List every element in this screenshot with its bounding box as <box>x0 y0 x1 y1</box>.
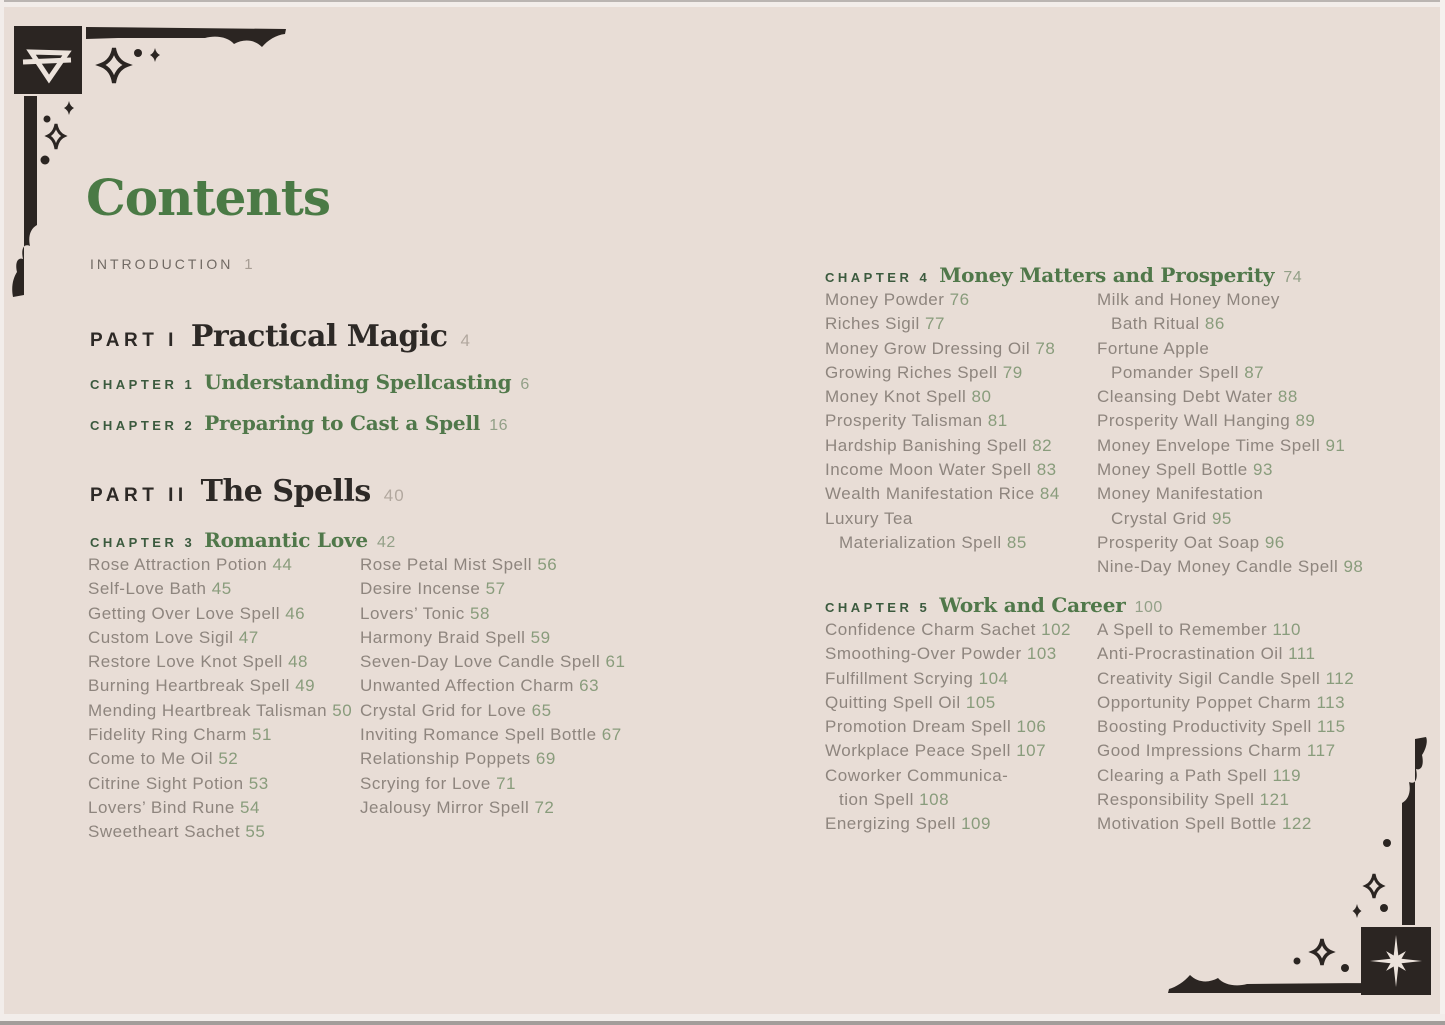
chapter-page-number: 42 <box>376 534 396 551</box>
toc-entry <box>88 626 360 650</box>
part-page-number: 40 <box>383 486 405 505</box>
toc-entry-title: Lovers’ Tonic <box>360 603 465 623</box>
toc-entry-title: Materialization Spell <box>839 532 1002 552</box>
toc-entry-page-number: 65 <box>531 700 552 720</box>
toc-entry <box>1097 482 1397 506</box>
toc-entry-page-number: 88 <box>1277 387 1298 407</box>
toc-entry-page-number: 46 <box>285 603 306 623</box>
toc-entry-title: Responsibility Spell <box>1097 790 1255 810</box>
toc-entry-title: Lovers’ Bind Rune <box>88 797 235 817</box>
toc-entry-title: Sweetheart Sachet <box>88 822 241 842</box>
toc-entry-page-number: 59 <box>530 627 551 647</box>
toc-entry-title: Energizing Spell <box>825 814 956 834</box>
toc-entry-page-number: 109 <box>961 814 991 834</box>
toc-entry-title: Come to Me Oil <box>88 749 214 769</box>
chapter-page-number: 6 <box>520 376 530 393</box>
toc-entry-title: Desire Incense <box>360 579 481 599</box>
toc-entry-title: Milk and Honey Money <box>1097 290 1280 309</box>
toc-entry <box>825 385 1097 409</box>
toc-entry <box>1097 312 1397 336</box>
toc-entry-title: Clearing a Path Spell <box>1097 765 1268 785</box>
toc-entry-title: Self-Love Bath <box>88 579 207 599</box>
toc-entry-title: A Spell to Remember <box>1097 620 1268 639</box>
toc-entry <box>825 409 1097 433</box>
toc-entry <box>825 361 1097 385</box>
toc-entry-title: Seven-Day Love Candle Spell <box>360 652 601 672</box>
toc-entry-title: Scrying for Love <box>360 773 491 793</box>
toc-entry <box>88 747 360 771</box>
toc-entry-title: Fulfillment Scrying <box>825 668 974 688</box>
chapter-page-number: 16 <box>489 417 509 434</box>
toc-entry-page-number: 98 <box>1343 557 1364 577</box>
part-title: Practical Magic <box>190 319 448 354</box>
toc-entry-title: Money Spell Bottle <box>1097 460 1248 480</box>
toc-entry <box>360 674 670 698</box>
chapter-2-heading <box>90 411 508 435</box>
toc-entry <box>360 747 670 771</box>
toc-entry-title: Prosperity Talisman <box>825 411 983 431</box>
toc-entry-page-number: 47 <box>238 627 259 647</box>
part-title: The Spells <box>200 474 371 509</box>
toc-entry <box>360 626 670 650</box>
toc-entry-title: Anti-Procrastination Oil <box>1097 644 1283 664</box>
toc-entry <box>88 820 360 844</box>
toc-entry <box>360 650 670 674</box>
toc-entry <box>1097 642 1417 666</box>
toc-entry-page-number: 76 <box>949 290 970 309</box>
part-page-number: 4 <box>460 331 471 350</box>
chapter-5-heading <box>825 593 1163 617</box>
part-label: PART I <box>90 330 178 351</box>
toc-entry-page-number: 44 <box>272 555 293 574</box>
toc-entry-title: Rose Attraction Potion <box>88 555 268 574</box>
toc-entry-page-number: 93 <box>1252 460 1273 480</box>
toc-entry <box>1097 458 1397 482</box>
toc-entry-page-number: 106 <box>1016 717 1047 737</box>
toc-entry-title: Luxury Tea <box>825 508 913 528</box>
toc-entry-title: Money Envelope Time Spell <box>1097 435 1321 455</box>
chapter-1-heading <box>90 370 530 394</box>
ornament-bar-horizontal <box>86 27 286 47</box>
toc-entry-title: Rose Petal Mist Spell <box>360 555 533 574</box>
toc-entry <box>1097 507 1397 531</box>
toc-entry-title: Cleansing Debt Water <box>1097 387 1273 407</box>
part-2-heading <box>90 474 405 509</box>
toc-entry-page-number: 61 <box>605 652 626 672</box>
toc-entry-page-number: 104 <box>978 668 1009 688</box>
ornament-bar-horizontal <box>1168 975 1361 993</box>
toc-entry <box>825 715 1097 739</box>
toc-entry-title: Bath Ritual <box>1111 314 1200 334</box>
toc-entry <box>825 667 1097 691</box>
toc-entry-page-number: 108 <box>919 790 950 810</box>
toc-entry-page-number: 85 <box>1006 532 1027 552</box>
part-label: PART II <box>90 485 188 506</box>
chapter-title: Money Matters and Prosperity <box>939 263 1275 287</box>
toc-entry-title: Money Grow Dressing Oil <box>825 338 1031 358</box>
toc-entry <box>825 507 1097 531</box>
toc-entry <box>825 531 1097 555</box>
chapter-label: CHAPTER 2 <box>90 418 196 433</box>
toc-entry <box>88 577 360 601</box>
toc-entry-title: Burning Heartbreak Spell <box>88 676 290 696</box>
toc-entry-page-number: 122 <box>1281 814 1312 834</box>
toc-entry <box>825 812 1097 836</box>
chapter-3-heading <box>90 528 396 552</box>
toc-entry <box>1097 409 1397 433</box>
chapter-3-column-2 <box>360 553 670 820</box>
chapter-title: Work and Career <box>939 593 1126 617</box>
toc-entry-page-number: 103 <box>1026 644 1057 664</box>
toc-entry <box>88 602 360 626</box>
toc-entry <box>1097 337 1397 361</box>
toc-entry <box>825 642 1097 666</box>
toc-entry-title: Unwanted Affection Charm <box>360 676 574 696</box>
chapter-title: Understanding Spellcasting <box>204 370 512 394</box>
toc-entry-page-number: 121 <box>1259 790 1290 810</box>
toc-entry <box>825 618 1097 642</box>
chapter-page-number: 74 <box>1283 269 1303 286</box>
toc-entry-page-number: 72 <box>534 797 555 817</box>
toc-entry-page-number: 63 <box>579 676 600 696</box>
toc-entry-title: Creativity Sigil Candle Spell <box>1097 668 1321 688</box>
toc-entry <box>825 691 1097 715</box>
toc-entry <box>825 312 1097 336</box>
chapter-title: Preparing to Cast a Spell <box>204 411 481 435</box>
chapter-label: CHAPTER 3 <box>90 535 196 550</box>
toc-entry-title: Hardship Banishing Spell <box>825 435 1027 455</box>
toc-entry-page-number: 81 <box>987 411 1008 431</box>
toc-entry-page-number: 119 <box>1272 765 1302 785</box>
toc-entry-title: Promotion Dream Spell <box>825 717 1012 737</box>
introduction-label: INTRODUCTION <box>90 256 234 272</box>
toc-entry-page-number: 83 <box>1036 460 1057 480</box>
toc-entry-page-number: 45 <box>211 579 232 599</box>
toc-entry-page-number: 77 <box>925 314 945 334</box>
toc-entry <box>1097 555 1397 579</box>
toc-entry <box>825 458 1097 482</box>
toc-entry-page-number: 82 <box>1032 435 1053 455</box>
toc-entry-title: Income Moon Water Spell <box>825 460 1032 480</box>
toc-entry-page-number: 115 <box>1317 717 1346 737</box>
toc-entry-title: Pomander Spell <box>1111 362 1239 382</box>
toc-entry-page-number: 84 <box>1039 484 1060 504</box>
toc-entry-title: Motivation Spell Bottle <box>1097 814 1277 834</box>
chapter-5-column-1 <box>825 618 1097 837</box>
toc-entry-page-number: 56 <box>537 555 558 574</box>
toc-entry-title: Coworker Communica- <box>825 765 1009 785</box>
toc-entry-page-number: 96 <box>1264 532 1285 552</box>
toc-entry-page-number: 58 <box>470 603 490 623</box>
toc-entry-page-number: 112 <box>1325 668 1355 688</box>
toc-entry-title: Fortune Apple <box>1097 338 1210 358</box>
toc-entry-page-number: 86 <box>1204 314 1225 334</box>
toc-entry <box>360 796 670 820</box>
toc-entry <box>360 699 670 723</box>
toc-entry-page-number: 50 <box>332 700 353 720</box>
toc-entry-page-number: 78 <box>1035 338 1056 358</box>
toc-entry-page-number: 117 <box>1306 741 1336 761</box>
part-1-heading <box>90 319 471 354</box>
toc-entry-title: tion Spell <box>839 790 914 810</box>
toc-entry <box>88 650 360 674</box>
toc-entry-title: Crystal Grid <box>1111 508 1207 528</box>
toc-entry-page-number: 52 <box>218 749 239 769</box>
toc-entry-title: Getting Over Love Spell <box>88 603 280 623</box>
toc-entry-page-number: 107 <box>1016 741 1047 761</box>
ornament-bar-vertical <box>1402 737 1427 925</box>
chapter-4-column-1 <box>825 288 1097 555</box>
toc-entry-page-number: 113 <box>1316 692 1346 712</box>
toc-entry-title: Confidence Charm Sachet <box>825 620 1036 639</box>
toc-entry-page-number: 80 <box>971 387 992 407</box>
toc-entry <box>88 796 360 820</box>
toc-entry <box>360 772 670 796</box>
toc-entry-title: Quitting Spell Oil <box>825 692 961 712</box>
toc-entry-page-number: 67 <box>601 725 622 745</box>
toc-entry-title: Prosperity Oat Soap <box>1097 532 1260 552</box>
toc-entry <box>360 577 670 601</box>
toc-entry <box>360 553 670 577</box>
toc-entry-page-number: 95 <box>1211 508 1232 528</box>
chapter-4-column-2 <box>1097 288 1397 580</box>
toc-entry-title: Money Powder <box>825 290 945 309</box>
toc-entry-page-number: 69 <box>535 749 556 769</box>
page-title: Contents <box>86 168 331 227</box>
toc-entry <box>825 739 1097 763</box>
toc-entry-page-number: 48 <box>288 652 308 672</box>
toc-entry-title: Fidelity Ring Charm <box>88 725 247 745</box>
toc-entry-page-number: 102 <box>1041 620 1071 639</box>
toc-entry-title: Money Manifestation <box>1097 484 1264 504</box>
toc-entry <box>360 723 670 747</box>
chapter-title: Romantic Love <box>204 528 368 552</box>
toc-entry-page-number: 54 <box>240 797 260 817</box>
toc-entry <box>88 723 360 747</box>
toc-entry <box>825 288 1097 312</box>
corner-ornament-top-left <box>0 0 300 300</box>
toc-entry-title: Mending Heartbreak Talisman <box>88 700 328 720</box>
toc-entry-title: Riches Sigil <box>825 314 920 334</box>
toc-entry-page-number: 105 <box>965 692 996 712</box>
toc-entry <box>1097 288 1397 312</box>
toc-entry <box>825 788 1097 812</box>
toc-entry <box>1097 361 1397 385</box>
toc-entry-page-number: 49 <box>295 676 316 696</box>
toc-entry <box>825 482 1097 506</box>
toc-entry <box>825 337 1097 361</box>
toc-entry-title: Prosperity Wall Hanging <box>1097 411 1291 431</box>
toc-entry-page-number: 110 <box>1272 620 1301 639</box>
toc-entry <box>1097 531 1397 555</box>
toc-entry-title: Opportunity Poppet Charm <box>1097 692 1312 712</box>
toc-entry-title: Jealousy Mirror Spell <box>360 797 530 817</box>
toc-entry-page-number: 79 <box>1002 362 1023 382</box>
toc-entry-page-number: 91 <box>1325 435 1346 455</box>
chapter-4-heading <box>825 263 1302 287</box>
toc-entry <box>1097 667 1417 691</box>
chapter-label: CHAPTER 1 <box>90 377 196 392</box>
toc-entry <box>88 772 360 796</box>
toc-entry-page-number: 55 <box>245 822 266 842</box>
toc-entry-title: Good Impressions Charm <box>1097 741 1302 761</box>
toc-entry <box>1097 691 1417 715</box>
toc-entry-title: Relationship Poppets <box>360 749 531 769</box>
toc-entry-title: Money Knot Spell <box>825 387 967 407</box>
toc-entry-page-number: 53 <box>248 773 269 793</box>
toc-entry-title: Nine-Day Money Candle Spell <box>1097 557 1339 577</box>
toc-entry-title: Harmony Braid Spell <box>360 627 526 647</box>
toc-entry <box>1097 434 1397 458</box>
ornament-bar-vertical <box>12 96 37 297</box>
toc-entry <box>825 764 1097 788</box>
toc-entry-title: Boosting Productivity Spell <box>1097 717 1312 737</box>
toc-entry-page-number: 87 <box>1244 362 1265 382</box>
chapter-label: CHAPTER 5 <box>825 600 931 615</box>
toc-entry-page-number: 89 <box>1295 411 1316 431</box>
toc-entry <box>88 553 360 577</box>
toc-entry-page-number: 57 <box>485 579 506 599</box>
toc-entry-title: Citrine Sight Potion <box>88 773 244 793</box>
toc-entry-title: Workplace Peace Spell <box>825 741 1011 761</box>
toc-entry-page-number: 51 <box>252 725 272 745</box>
chapter-3-column-1 <box>88 553 360 845</box>
toc-entry-title: Smoothing-Over Powder <box>825 644 1022 664</box>
toc-entry <box>360 602 670 626</box>
toc-entry <box>1097 385 1397 409</box>
toc-entry <box>88 674 360 698</box>
introduction-page: 1 <box>244 256 254 273</box>
chapter-label: CHAPTER 4 <box>825 270 931 285</box>
toc-entry <box>88 699 360 723</box>
toc-entry-page-number: 111 <box>1288 644 1316 664</box>
toc-entry-title: Inviting Romance Spell Bottle <box>360 725 597 745</box>
chapter-page-number: 100 <box>1134 599 1163 616</box>
toc-entry-title: Growing Riches Spell <box>825 362 998 382</box>
toc-entry-title: Wealth Manifestation Rice <box>825 484 1035 504</box>
toc-entry <box>1097 618 1417 642</box>
toc-entry-title: Custom Love Sigil <box>88 627 234 647</box>
corner-ornament-bottom-right <box>1145 725 1445 1025</box>
toc-entry-title: Restore Love Knot Spell <box>88 652 283 672</box>
toc-entry-title: Crystal Grid for Love <box>360 700 527 720</box>
toc-entry <box>825 434 1097 458</box>
toc-entry-page-number: 71 <box>496 773 516 793</box>
